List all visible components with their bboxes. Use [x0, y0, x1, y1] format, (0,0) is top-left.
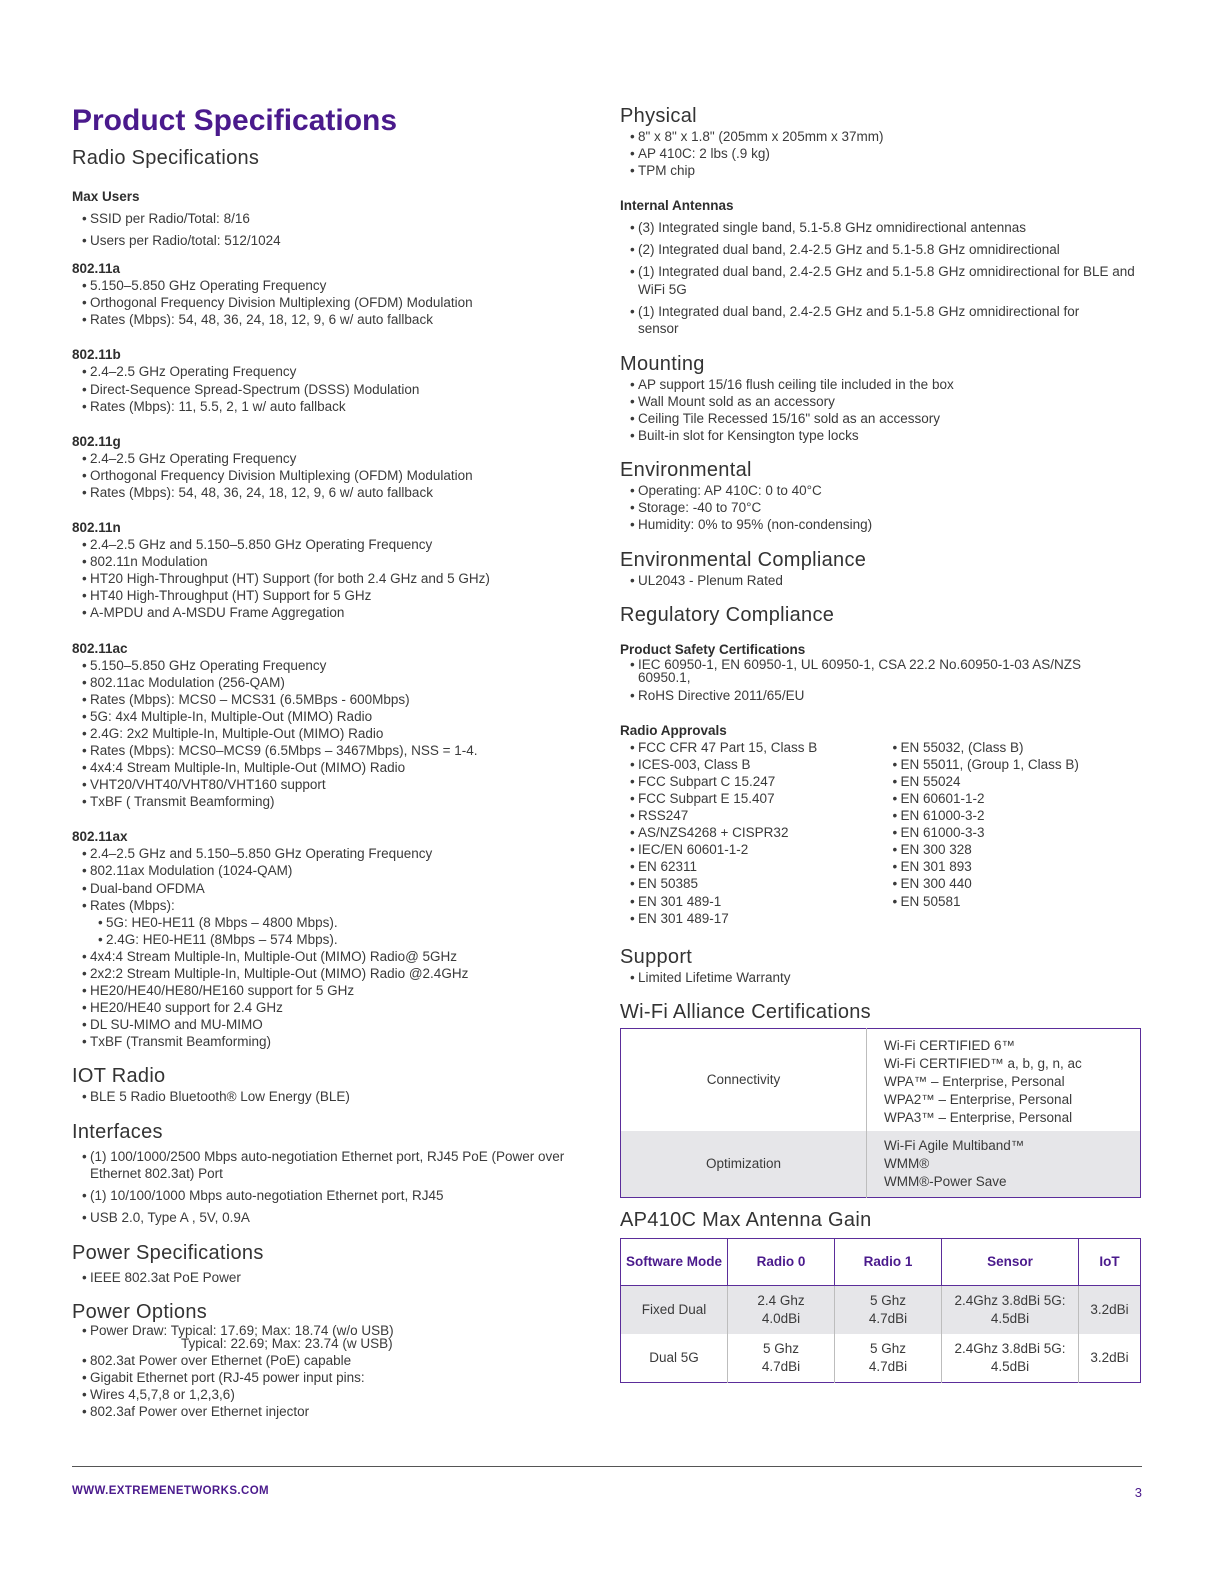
environmental-list	[620, 482, 1145, 533]
power-options-heading: Power Options	[72, 1301, 208, 1324]
iot-radio-list	[72, 1088, 572, 1105]
list-item: • 5.150–5.850 GHz Operating Frequency	[82, 657, 572, 674]
list-item: • (2) Integrated dual band, 2.4-2.5 GHz and 5.1-5.8 GHz omnidirectional	[630, 241, 1145, 258]
list-item: • Humidity: 0% to 95% (non-condensing)	[630, 516, 1145, 533]
list-item: • Ceiling Tile Recessed 15/16" sold as an accessory	[630, 410, 1145, 427]
mounting-list	[620, 376, 1145, 444]
list-item: • 2x2:2 Stream Multiple-In, Multiple-Out (MIMO) Radio @2.4GHz	[82, 965, 572, 982]
radio-approvals-heading: Radio Approvals	[620, 722, 727, 738]
table-cell: 5 Ghz 4.7dBi	[835, 1334, 942, 1383]
list-item: • Rates (Mbps): MCS0 – MCS31 (6.5MBps - 600Mbps)	[82, 691, 572, 708]
max-users-list	[72, 210, 572, 249]
left-column	[72, 100, 572, 1420]
list-item: • AP 410C: 2 lbs (.9 kg)	[630, 145, 1145, 162]
table-cell: 2.4Ghz 3.8dBi 5G: 4.5dBi	[942, 1334, 1079, 1383]
80211b-list	[72, 363, 572, 414]
list-item: • AS/NZS4268 + CISPR32	[630, 824, 883, 841]
footer-url[interactable]: WWW.EXTREMENETWORKS.COM	[72, 1485, 270, 1497]
list-item: • IEEE 802.3at PoE Power	[82, 1269, 572, 1286]
table-cell: 2.4 Ghz 4.0dBi	[728, 1285, 835, 1334]
80211a-heading: 802.11a	[72, 261, 121, 277]
list-item: • EN 300 328	[893, 841, 1146, 858]
list-item: • EN 55032, (Class B)	[893, 739, 1146, 756]
list-item: • HT20 High-Throughput (HT) Support (for both 2.4 GHz and 5 GHz)	[82, 570, 572, 587]
env-compliance-list	[620, 572, 1145, 589]
list-item: • (1) 10/100/1000 Mbps auto-negotiation Ethernet port, RJ45	[82, 1187, 572, 1204]
interfaces-list	[72, 1148, 572, 1226]
power-specs-list	[72, 1269, 572, 1286]
col-header: Sensor	[942, 1238, 1079, 1285]
list-item: • Rates (Mbps): 11, 5.5, 2, 1 w/ auto fallback	[82, 398, 572, 415]
antenna-gain-table	[620, 1238, 1141, 1383]
80211ax-heading: 802.11ax	[72, 829, 128, 845]
list-item: • Storage: -40 to 70°C	[630, 499, 1145, 516]
80211g-heading: 802.11g	[72, 433, 121, 449]
list-item: • TxBF (Transmit Beamforming)	[82, 1033, 572, 1050]
80211g-list	[72, 450, 572, 501]
list-item: • 4x4:4 Stream Multiple-In, Multiple-Out (MIMO) Radio	[82, 759, 572, 776]
list-item: • Limited Lifetime Warranty	[630, 969, 1145, 986]
table-cell: 3.2dBi	[1079, 1285, 1141, 1334]
list-item: • A-MPDU and A-MSDU Frame Aggregation	[82, 604, 572, 621]
support-heading: Support	[620, 945, 693, 968]
table-cell: 2.4Ghz 3.8dBi 5G: 4.5dBi	[942, 1285, 1079, 1334]
power-draw-line2: Typical: 22.69; Max: 23.74 (w USB)	[181, 1336, 393, 1352]
power-specs-heading: Power Specifications	[72, 1241, 264, 1264]
cert-item: WPA2™ – Enterprise, Personal	[884, 1091, 1073, 1107]
list-item: • ICES-003, Class B	[630, 756, 883, 773]
connectivity-label: Connectivity	[621, 1028, 867, 1131]
list-item: • Dual-band OFDMA	[82, 880, 572, 897]
mounting-heading: Mounting	[620, 352, 705, 375]
list-item: • Orthogonal Frequency Division Multiplexing (OFDM) Modulation	[82, 294, 572, 311]
list-item: • Wires 4,5,7,8 or 1,2,3,6)	[82, 1386, 572, 1403]
list-item: • 5.150–5.850 GHz Operating Frequency	[82, 277, 572, 294]
optimization-values	[867, 1131, 1141, 1198]
list-item: • Rates (Mbps): 54, 48, 36, 24, 18, 12, 9, 6 w/ auto fallback	[82, 311, 572, 328]
table-row	[621, 1131, 1141, 1198]
list-item: • EN 301 489-1	[630, 893, 883, 910]
table-row	[621, 1028, 1141, 1131]
list-item: • 2.4–2.5 GHz and 5.150–5.850 GHz Operating Frequency	[82, 845, 572, 862]
list-item: • EN 50581	[893, 893, 1146, 910]
connectivity-values	[867, 1028, 1141, 1131]
col-header: Software Mode	[621, 1238, 728, 1285]
list-item: • 802.11ac Modulation (256-QAM)	[82, 674, 572, 691]
cert-item: Wi-Fi CERTIFIED 6™	[884, 1037, 1015, 1053]
list-item: • RSS247	[630, 807, 883, 824]
table-cell: 3.2dBi	[1090, 1349, 1129, 1365]
80211n-heading: 802.11n	[72, 520, 121, 536]
80211a-list	[72, 277, 572, 328]
table-cell: Fixed Dual	[621, 1285, 728, 1334]
table-cell: Dual 5G	[621, 1334, 728, 1383]
list-item: • Built-in slot for Kensington type locks	[630, 427, 1145, 444]
list-item: • 802.11n Modulation	[82, 553, 572, 570]
80211ac-list	[72, 657, 572, 811]
col-header: Radio 1	[835, 1238, 942, 1285]
list-item: • TxBF ( Transmit Beamforming)	[82, 793, 572, 810]
list-item: • 5G: 4x4 Multiple-In, Multiple-Out (MIMO) Radio	[82, 708, 572, 725]
env-compliance-heading: Environmental Compliance	[620, 548, 867, 571]
list-item: • (1) 100/1000/2500 Mbps auto-negotiation Ethernet port, RJ45 PoE (Power over Ethernet 802.3at) Port	[82, 1148, 572, 1182]
80211ac-heading: 802.11ac	[72, 640, 128, 656]
safety-certs-list	[620, 658, 1100, 704]
list-item: • (3) Integrated single band, 5.1-5.8 GHz omnidirectional antennas	[630, 219, 1145, 236]
list-subitem: • 2.4G: HE0-HE11 (8Mbps – 574 Mbps).	[82, 931, 572, 948]
list-item: • EN 61000-3-2	[893, 807, 1146, 824]
list-item: • EN 55024	[893, 773, 1146, 790]
list-item: • 802.3af Power over Ethernet injector	[82, 1403, 572, 1420]
list-item: • FCC Subpart C 15.247	[630, 773, 883, 790]
radio-approvals-col2	[883, 739, 1146, 927]
list-item: • HE20/HE40 support for 2.4 GHz	[82, 999, 572, 1016]
power-options-list	[72, 1324, 572, 1420]
safety-certs-heading: Product Safety Certifications	[620, 641, 806, 657]
right-column	[620, 104, 1145, 1383]
wifi-certs-heading: Wi-Fi Alliance Certifications	[620, 1000, 871, 1023]
list-item: • Direct-Sequence Spread-Spectrum (DSSS) Modulation	[82, 381, 572, 398]
col-header: Radio 0	[728, 1238, 835, 1285]
wifi-certs-table	[620, 1028, 1141, 1198]
page-title: Product Specifications	[72, 104, 398, 137]
list-item: • FCC CFR 47 Part 15, Class B	[630, 739, 883, 756]
list-item: • Rates (Mbps):	[82, 897, 572, 914]
col-header: IoT	[1079, 1238, 1141, 1285]
list-item: • EN 301 893	[893, 858, 1146, 875]
80211n-list	[72, 536, 572, 621]
list-item: • 4x4:4 Stream Multiple-In, Multiple-Out (MIMO) Radio@ 5GHz	[82, 948, 572, 965]
list-item: • IEC 60950-1, EN 60950-1, UL 60950-1, CSA 22.2 No.60950-1-03 AS/NZS 60950.1,	[630, 658, 1100, 684]
list-item: • EN 301 489-17	[630, 910, 883, 927]
list-item: • (1) Integrated dual band, 2.4-2.5 GHz and 5.1-5.8 GHz omnidirectional for sensor	[630, 303, 1118, 337]
list-subitem: • 5G: HE0-HE11 (8 Mbps – 4800 Mbps).	[82, 914, 572, 931]
page-number: 3	[1134, 1485, 1142, 1500]
list-item: • TPM chip	[630, 162, 1145, 179]
cert-item: Wi-Fi CERTIFIED™ a, b, g, n, ac	[884, 1055, 1082, 1071]
list-item: • 802.3at Power over Ethernet (PoE) capable	[82, 1352, 572, 1369]
power-draw-line1: Power Draw: Typical: 17.69; Max: 18.74 (w/o USB)	[90, 1323, 394, 1339]
list-item: • BLE 5 Radio Bluetooth® Low Energy (BLE)	[82, 1088, 572, 1105]
list-item: • Gigabit Ethernet port (RJ-45 power input pins:	[82, 1369, 572, 1386]
list-item: • 2.4–2.5 GHz Operating Frequency	[82, 450, 572, 467]
list-item: • Wall Mount sold as an accessory	[630, 393, 1145, 410]
list-item: • Rates (Mbps): 54, 48, 36, 24, 18, 12, 9, 6 w/ auto fallback	[82, 484, 572, 501]
environmental-heading: Environmental	[620, 459, 752, 482]
radio-specs-heading: Radio Specifications	[72, 147, 260, 169]
list-item	[82, 1324, 572, 1352]
list-item: • USB 2.0, Type A , 5V, 0.9A	[82, 1209, 572, 1226]
list-item: • Orthogonal Frequency Division Multiplexing (OFDM) Modulation	[82, 467, 572, 484]
list-item: • 2.4–2.5 GHz Operating Frequency	[82, 363, 572, 380]
list-item: • EN 60601-1-2	[893, 790, 1146, 807]
list-item: • HE20/HE40/HE80/HE160 support for 5 GHz	[82, 982, 572, 999]
list-item: • Operating: AP 410C: 0 to 40°C	[630, 482, 1145, 499]
list-item: • EN 62311	[630, 858, 883, 875]
table-row	[621, 1334, 1141, 1383]
list-item: • EN 300 440	[893, 875, 1146, 892]
list-item: • UL2043 - Plenum Rated	[630, 572, 1145, 589]
list-item: • FCC Subpart E 15.407	[630, 790, 883, 807]
list-item: • HT40 High-Throughput (HT) Support for 5 GHz	[82, 587, 572, 604]
footer-divider	[72, 1466, 1142, 1467]
radio-approvals-col1	[620, 739, 883, 927]
list-item: • EN 50385	[630, 875, 883, 892]
80211ax-list	[72, 845, 572, 1050]
list-item: • EN 55011, (Group 1, Class B)	[893, 756, 1146, 773]
list-item: • Rates (Mbps): MCS0–MCS9 (6.5Mbps – 3467Mbps), NSS = 1-4.	[82, 742, 572, 759]
internal-antennas-list	[620, 219, 1145, 337]
physical-list	[620, 128, 1145, 179]
list-item: • IEC/EN 60601-1-2	[630, 841, 883, 858]
table-cell: 5 Ghz 4.7dBi	[835, 1285, 942, 1334]
cert-item: WMM®	[884, 1155, 930, 1171]
support-list	[620, 969, 1145, 986]
table-cell: 5 Ghz 4.7dBi	[728, 1334, 835, 1383]
list-item: • 8" x 8" x 1.8" (205mm x 205mm x 37mm)	[630, 128, 1145, 145]
list-item: • EN 61000-3-3	[893, 824, 1146, 841]
cert-item: WMM®-Power Save	[884, 1173, 1007, 1189]
physical-heading: Physical	[620, 105, 697, 127]
radio-approvals-columns	[620, 739, 1145, 927]
cert-item: Wi-Fi Agile Multiband™	[884, 1137, 1025, 1153]
list-item: • VHT20/VHT40/VHT80/VHT160 support	[82, 776, 572, 793]
list-item: • AP support 15/16 flush ceiling tile included in the box	[630, 376, 1145, 393]
iot-radio-heading: IOT Radio	[72, 1065, 166, 1088]
internal-antennas-heading: Internal Antennas	[620, 198, 734, 214]
list-item: • DL SU-MIMO and MU-MIMO	[82, 1016, 572, 1033]
optimization-label: Optimization	[621, 1131, 867, 1198]
cert-item: WPA™ – Enterprise, Personal	[884, 1073, 1065, 1089]
interfaces-heading: Interfaces	[72, 1120, 163, 1143]
cert-item: WPA3™ – Enterprise, Personal	[884, 1109, 1073, 1125]
list-item: • 2.4–2.5 GHz and 5.150–5.850 GHz Operating Frequency	[82, 536, 572, 553]
table-row	[621, 1285, 1141, 1334]
max-users-heading: Max Users	[72, 189, 140, 204]
table-header-row	[621, 1238, 1141, 1285]
list-item: • Users per Radio/total: 512/1024	[82, 232, 572, 249]
list-item: • 2.4G: 2x2 Multiple-In, Multiple-Out (MIMO) Radio	[82, 725, 572, 742]
list-item: • 802.11ax Modulation (1024-QAM)	[82, 862, 572, 879]
antenna-gain-heading: AP410C Max Antenna Gain	[620, 1208, 872, 1231]
80211b-heading: 802.11b	[72, 347, 121, 363]
list-item: • RoHS Directive 2011/65/EU	[630, 687, 1100, 704]
list-item: • SSID per Radio/Total: 8/16	[82, 210, 572, 227]
reg-compliance-heading: Regulatory Compliance	[620, 603, 835, 626]
list-item: • (1) Integrated dual band, 2.4-2.5 GHz and 5.1-5.8 GHz omnidirectional for BLE and WiFi 5G	[630, 263, 1145, 297]
